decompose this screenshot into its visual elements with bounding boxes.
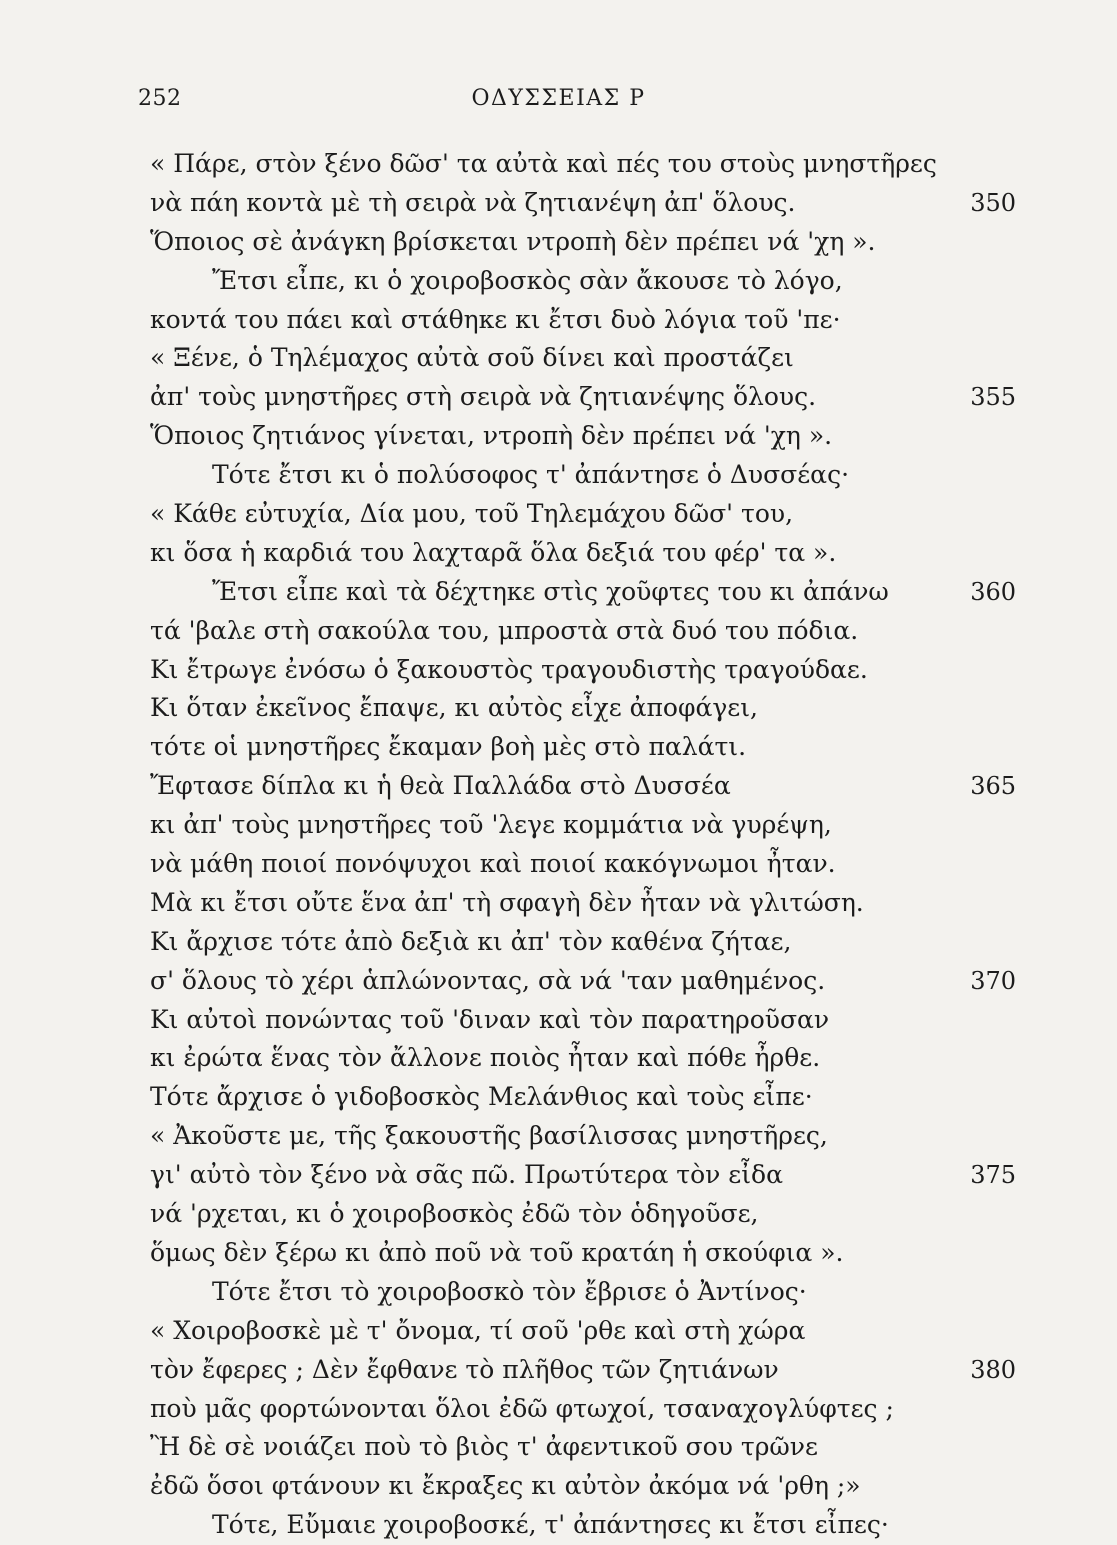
verse-line xyxy=(150,1117,980,1156)
verse-block xyxy=(150,145,1016,1545)
verse-text: ἀπ' τοὺς μνηστῆρες στὴ σειρὰ νὰ ζητιανέψης ὅλους. xyxy=(150,382,817,412)
verse-text: κι ὅσα ἡ καρδιά του λαχταρᾶ ὅλα δεξιά του φέρ' τα ». xyxy=(150,537,837,567)
verse-text: Κι ὅταν ἐκεῖνος ἔπαψε, κι αὐτὸς εἶχε ἀποφάγει, xyxy=(150,693,758,723)
line-number: 365 xyxy=(970,772,1016,801)
verse-line xyxy=(150,495,980,534)
page-number: 252 xyxy=(138,86,182,111)
verse-line xyxy=(150,884,980,923)
verse-text: Ἢ δὲ σὲ νοιάζει ποὺ τὸ βιὸς τ' ἀφεντικοῦ σου τρῶνε xyxy=(150,1432,818,1462)
verse-text: Ἔφτασε δίπλα κι ἡ θεὰ Παλλάδα στὸ Δυσσέα xyxy=(150,771,731,801)
verse-line xyxy=(150,339,980,378)
verse-text: κι ἀπ' τοὺς μνηστῆρες τοῦ 'λεγε κομμάτια νὰ γυρέψη, xyxy=(150,810,832,840)
verse-line xyxy=(150,923,980,962)
verse-line xyxy=(150,612,980,651)
verse-line xyxy=(150,651,980,690)
verse-text: τότε οἱ μνηστῆρες ἔκαμαν βοὴ μὲς στὸ παλάτι. xyxy=(150,732,747,762)
verse-text: Τότε ἔτσι τὸ χοιροβοσκὸ τὸν ἔβρισε ὁ Ἀντίνος· xyxy=(212,1276,807,1306)
verse-text: ὅμως δὲν ξέρω κι ἀπὸ ποῦ νὰ τοῦ κρατάη ἡ σκούφια ». xyxy=(150,1237,844,1267)
verse-text: Κι αὐτοὶ πονώντας τοῦ 'διναν καὶ τὸν παρατηροῦσαν xyxy=(150,1004,830,1034)
verse-text: σ' ὅλους τὸ χέρι ἁπλώνοντας, σὰ νά 'ταν μαθημένος. xyxy=(150,965,826,995)
verse-line xyxy=(150,1078,980,1117)
verse-text: τά 'βαλε στὴ σακούλα του, μπροστὰ στὰ δυό του πόδια. xyxy=(150,615,859,645)
verse-text: « Χοιροβοσκὲ μὲ τ' ὄνομα, τί σοῦ 'ρθε καὶ στὴ χώρα xyxy=(150,1315,806,1345)
line-number: 355 xyxy=(970,383,1016,412)
verse-line xyxy=(150,1195,980,1234)
verse-line xyxy=(150,689,980,728)
verse-text: κι ἐρώτα ἕνας τὸν ἄλλονε ποιὸς ἦταν καὶ πόθε ἦρθε. xyxy=(150,1043,821,1073)
verse-text: νά 'ρχεται, κι ὁ χοιροβοσκὸς ἐδῶ τὸν ὁδηγοῦσε, xyxy=(150,1199,759,1229)
verse-text: Κι ἄρχισε τότε ἀπὸ δεξιὰ κι ἀπ' τὸν καθένα ζήταε, xyxy=(150,926,792,956)
line-number: 375 xyxy=(970,1161,1016,1190)
verse-line xyxy=(150,301,980,340)
verse-line xyxy=(150,184,1016,223)
verse-text: νὰ πάη κοντὰ μὲ τὴ σειρὰ νὰ ζητιανέψη ἀπ' ὅλους. xyxy=(150,187,796,217)
verse-text: « Ἀκοῦστε με, τῆς ξακουστῆς βασίλισσας μνηστῆρες, xyxy=(150,1121,828,1151)
verse-line xyxy=(150,806,980,845)
verse-line xyxy=(150,728,980,767)
verse-line xyxy=(150,767,1016,806)
verse-text: νὰ μάθη ποιοί πονόψυχοι καὶ ποιοί κακόγνωμοι ἦταν. xyxy=(150,849,836,879)
running-title: ΟΔΥΣΣΕΙΑΣ Ρ xyxy=(471,86,646,111)
verse-line xyxy=(150,1001,980,1040)
verse-line xyxy=(150,1428,980,1467)
line-number: 380 xyxy=(970,1355,1016,1384)
verse-line xyxy=(150,1351,1016,1390)
verse-line xyxy=(150,223,980,262)
verse-text: κοντά του πάει καὶ στάθηκε κι ἔτσι δυὸ λόγια τοῦ 'πε· xyxy=(150,304,841,334)
line-number: 350 xyxy=(970,188,1016,217)
verse-line xyxy=(150,378,1016,417)
verse-text: ἐδῶ ὅσοι φτάνουν κι ἔκραξες κι αὐτὸν ἀκόμα νά 'ρθη ;» xyxy=(150,1471,861,1501)
verse-line xyxy=(150,573,1016,612)
verse-line xyxy=(150,534,980,573)
verse-line xyxy=(150,1390,980,1429)
verse-text: « Ξένε, ὁ Τηλέμαχος αὐτὰ σοῦ δίνει καὶ προστάζει xyxy=(150,343,794,373)
verse-text: Ἔτσι εἶπε καὶ τὰ δέχτηκε στὶς χοῦφτες του κι ἀπάνω xyxy=(212,576,889,606)
verse-text: τὸν ἔφερες ; Δὲν ἔφθανε τὸ πλῆθος τῶν ζητιάνων xyxy=(150,1354,779,1384)
verse-line xyxy=(150,145,980,184)
verse-line xyxy=(150,262,980,301)
verse-text: Τότε, Εὔμαιε χοιροβοσκέ, τ' ἀπάντησες κι ἔτσι εἶπες· xyxy=(212,1510,889,1540)
verse-line xyxy=(150,1273,980,1312)
verse-text: Ἔτσι εἶπε, κι ὁ χοιροβοσκὸς σὰν ἄκουσε τὸ λόγο, xyxy=(212,265,843,295)
verse-line xyxy=(150,1039,980,1078)
verse-text: « Πάρε, στὸν ξένο δῶσ' τα αὐτὰ καὶ πές του στοὺς μνηστῆρες xyxy=(150,149,937,178)
verse-line xyxy=(150,1156,1016,1195)
verse-line xyxy=(150,962,1016,1001)
verse-text: Τότε ἄρχισε ὁ γιδοβοσκὸς Μελάνθιος καὶ τοὺς εἶπε· xyxy=(150,1082,813,1112)
verse-text: Τότε ἔτσι κι ὁ πολύσοφος τ' ἀπάντησε ὁ Δυσσέας· xyxy=(212,460,850,490)
verse-line xyxy=(150,417,980,456)
verse-text: « Κάθε εὐτυχία, Δία μου, τοῦ Τηλεμάχου δῶσ' του, xyxy=(150,499,794,529)
verse-text: ποὺ μᾶς φορτώνονται ὅλοι ἐδῶ φτωχοί, τσαναχογλύφτες ; xyxy=(150,1393,894,1423)
verse-line xyxy=(150,1234,980,1273)
line-number: 370 xyxy=(970,966,1016,995)
verse-line xyxy=(150,845,980,884)
verse-text: Ὅποιος σὲ ἀνάγκη βρίσκεται ντροπὴ δὲν πρέπει νά 'χη ». xyxy=(150,226,876,256)
verse-text: Μὰ κι ἔτσι οὔτε ἕνα ἀπ' τὴ σφαγὴ δὲν ἦταν νὰ γλιτώση. xyxy=(150,887,864,917)
verse-text: γι' αὐτὸ τὸν ξένο νὰ σᾶς πῶ. Πρωτύτερα τὸν εἶδα xyxy=(150,1160,783,1190)
verse-line xyxy=(150,456,980,495)
line-number: 360 xyxy=(970,577,1016,606)
verse-line xyxy=(150,1312,980,1351)
verse-text: Ὅποιος ζητιάνος γίνεται, ντροπὴ δὲν πρέπει νά 'χη ». xyxy=(150,421,833,451)
verse-line xyxy=(150,1467,980,1506)
verse-text: Κι ἔτρωγε ἐνόσω ὁ ξακουστὸς τραγουδιστὴς τραγούδαε. xyxy=(150,654,868,684)
verse-line xyxy=(150,1506,980,1545)
